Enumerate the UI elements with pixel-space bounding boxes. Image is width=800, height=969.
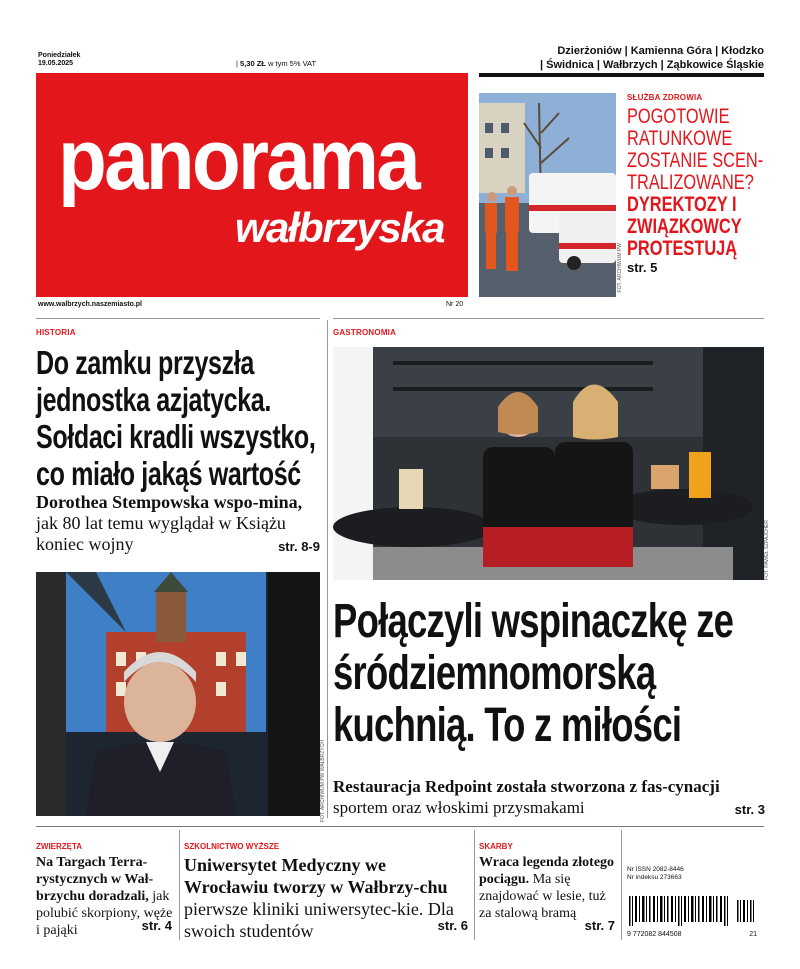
portrait-photo-credit: FOT. ARCHIWUM PW WAŁBRZYCH [320, 740, 326, 823]
divider [36, 318, 320, 319]
issue-date-value: 19.05.2025 [38, 60, 74, 67]
historia-kicker: HISTORIA [36, 328, 76, 337]
story-zwierzeta[interactable] [36, 842, 174, 939]
gastronomia-lead-text: sportem oraz włoskimi przysmakami [333, 798, 585, 817]
historia-lead [36, 492, 320, 557]
column-divider [327, 320, 328, 818]
gastronomia-lead [333, 776, 765, 820]
gastronomia-lead-bold: Restauracja Redpoint została stworzona z fas-cynacji [333, 777, 720, 796]
column-divider [474, 830, 475, 940]
top-story-rule [479, 73, 764, 77]
top-story-kicker: SŁUŻBA ZDROWIA [627, 93, 703, 102]
column-divider [179, 830, 180, 940]
barcode-block [627, 866, 764, 938]
masthead-logo [36, 73, 468, 297]
story-body: Ma się znajdować w lesie, tuż za stalową bramą [479, 872, 606, 921]
top-story-page: str. 5 [627, 260, 658, 275]
logo-title: panorama [58, 112, 418, 208]
column-divider [621, 830, 622, 940]
vat-note: w tym 5% VAT [267, 59, 317, 68]
index-number: Nr indeksu 273663 [627, 874, 682, 881]
top-story-subhead: DYREKTOZY I ZWIĄZKOWCY PROTESTUJĄ [627, 193, 742, 260]
story-headline[interactable]: Na Targach Terra-rystycznych w Wał-brzychu doradzali, [36, 855, 154, 904]
story-kicker: SKARBY [479, 842, 513, 851]
logo-subtitle: wałbrzyska [234, 204, 444, 251]
story-body: jak polubić skorpiony, węże i pająki [36, 889, 173, 938]
story-page: str. 6 [437, 918, 468, 933]
barcode-icon [627, 896, 757, 934]
historia-headline[interactable]: Do zamku przyszła jednostka azjatycka. Sołdaci kradli wszystko, co miało jakąś wartość [36, 344, 316, 492]
ambulance-photo[interactable] [479, 93, 616, 297]
issue-number: Nr 20 [446, 301, 464, 308]
story-body: pierwsze kliniki uniwersytec-kie. Dla swoich studentów [184, 899, 454, 941]
gastronomia-kicker: GASTRONOMIA [333, 328, 397, 337]
website-url[interactable]: www.walbrzych.naszemiasto.pl [38, 301, 142, 308]
barcode-number: 9 772082 844508 [627, 931, 682, 938]
story-szkolnictwo[interactable] [184, 842, 470, 942]
city-list [464, 44, 764, 72]
top-story-headline[interactable]: POGOTOWIE RATUNKOWE ZOSTANIE SCEN-TRALIZOWANE? [627, 105, 764, 194]
city-line-1: Dzierżoniów | Kamienna Góra | Kłodzko [557, 45, 764, 57]
gastronomia-page: str. 3 [734, 802, 765, 817]
divider [36, 826, 764, 827]
portrait-photo[interactable] [36, 572, 320, 816]
price: | 5,30 ZŁ w tym 5% VAT [236, 59, 317, 68]
story-kicker: ZWIERZĘTA [36, 842, 83, 851]
issn: Nr ISSN 2082-8446 [627, 866, 684, 873]
city-line-2: | Świdnica | Wałbrzych | Ząbkowice Śląskie [539, 59, 764, 71]
story-headline[interactable]: Uniwersytet Medyczny we Wrocławiu tworzy w Wałbrzy-chu [184, 855, 448, 897]
story-page: str. 7 [584, 918, 615, 933]
restaurant-photo[interactable] [333, 347, 764, 580]
issue-date [38, 52, 80, 68]
issue-day: Poniedziałek [38, 52, 81, 59]
story-skarby[interactable] [479, 842, 617, 933]
price-value: 5,30 ZŁ [240, 59, 266, 68]
historia-lead-bold: Dorothea Stempowska wspo-mina, [36, 492, 303, 512]
story-headline[interactable]: Wraca legenda złotego pociągu. [479, 855, 615, 887]
divider [333, 318, 764, 319]
historia-page: str. 8-9 [278, 539, 320, 554]
barcode-suffix: 21 [749, 931, 757, 938]
story-page: str. 4 [141, 918, 172, 933]
top-story[interactable] [627, 93, 767, 275]
restaurant-photo-credit: FOT. PAWEŁ SZPAJCHER [764, 520, 770, 580]
gastronomia-headline[interactable]: Połączyli wspinaczkę ze śródziemnomorską kuchnią. To z miłości [333, 595, 734, 752]
story-kicker: SZKOLNICTWO WYŻSZE [184, 842, 280, 851]
historia-lead-text: jak 80 lat temu wyglądał w Książu koniec wojny [36, 513, 286, 554]
top-photo-credit: FOT. ARCHIWUM PW [617, 243, 623, 293]
